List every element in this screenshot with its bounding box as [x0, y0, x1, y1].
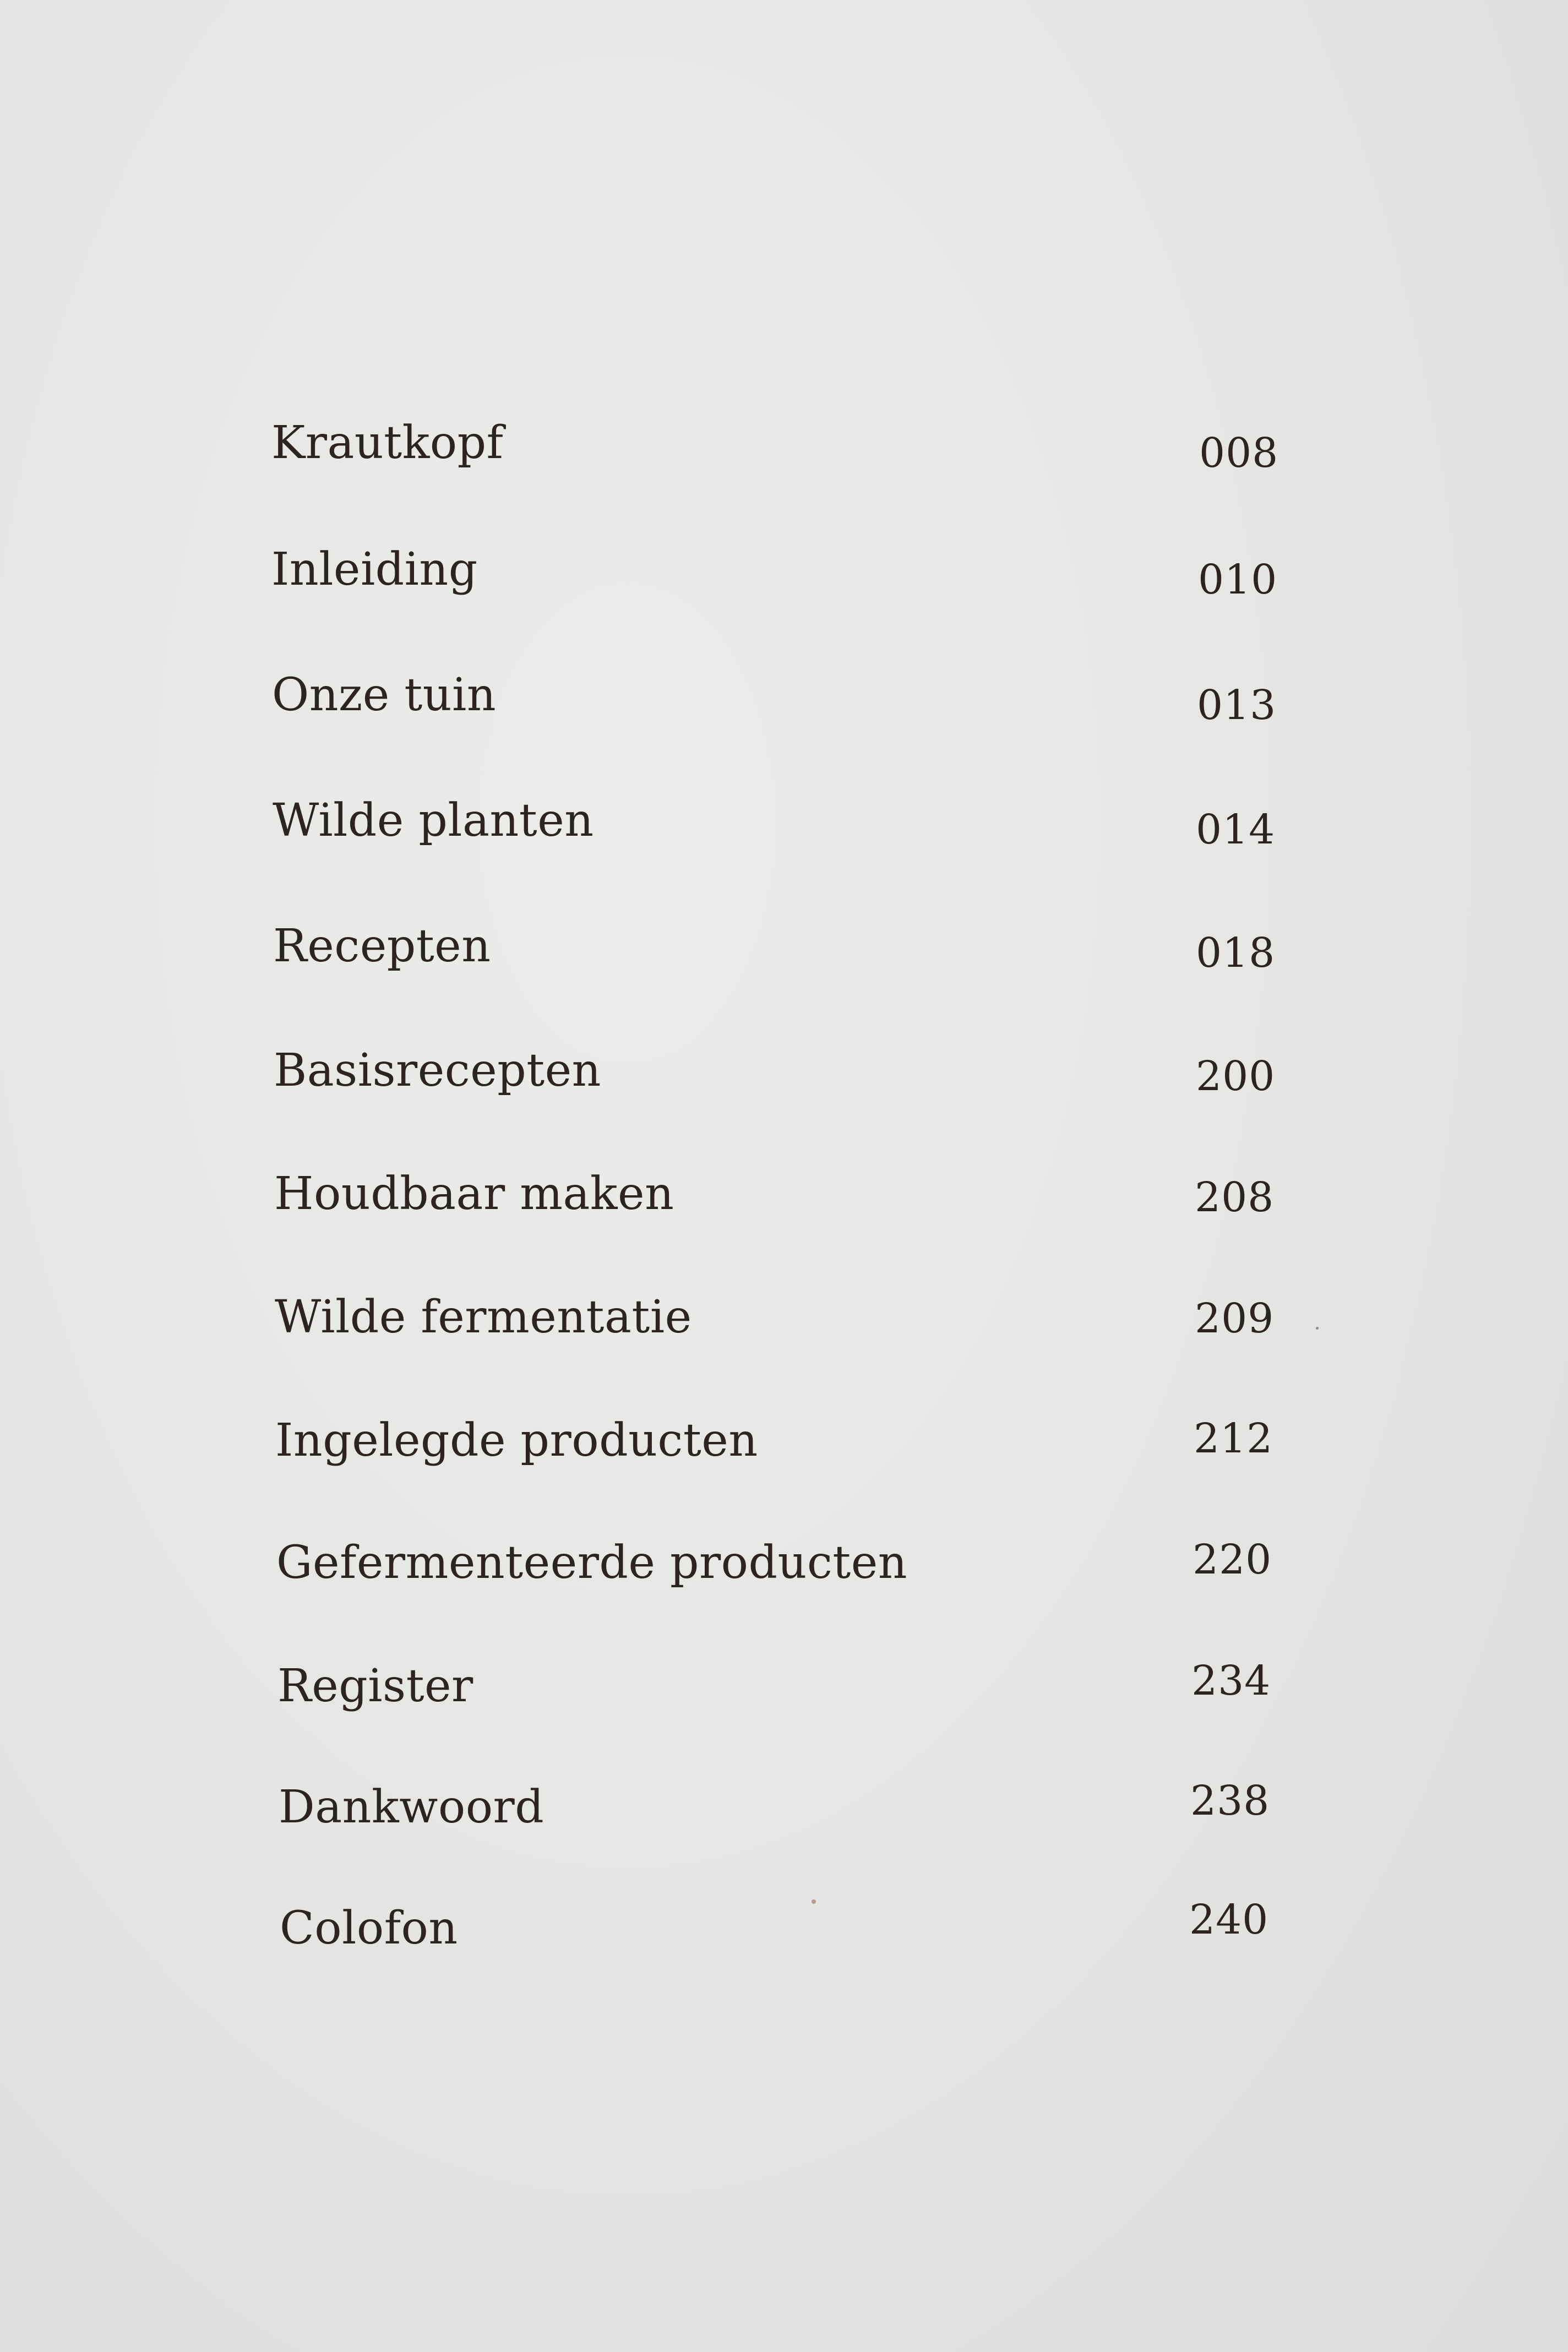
toc-entry-page: 212 [1194, 1415, 1273, 1462]
toc-entry-page: 240 [1189, 1896, 1269, 1943]
toc-entry [0, 1287, 1568, 1375]
toc-entry-page: 018 [1196, 929, 1276, 977]
toc-entry-page: 238 [1190, 1777, 1270, 1825]
toc-entry [0, 1411, 1568, 1499]
paper-speck [1316, 1327, 1319, 1330]
toc-entry [0, 916, 1568, 1004]
toc-entry [0, 1898, 1568, 1986]
toc-entry [0, 1777, 1568, 1865]
toc-entry-title: Krautkopf [271, 417, 504, 469]
toc-entry-page: 208 [1195, 1174, 1275, 1221]
toc-entry-page: 234 [1191, 1657, 1271, 1705]
toc-entry-title: Recepten [273, 920, 491, 972]
toc-entry [0, 1656, 1568, 1744]
toc-entry-page: 014 [1196, 806, 1276, 853]
toc-entry [0, 665, 1568, 753]
toc-entry-title: Register [277, 1660, 473, 1712]
toc-entry-title: Inleiding [271, 543, 478, 596]
toc-entry [0, 791, 1568, 879]
toc-entry-title: Wilde planten [273, 794, 594, 847]
toc-entry-title: Dankwoord [279, 1781, 545, 1833]
toc-entry-page: 013 [1197, 682, 1277, 729]
toc-entry [0, 1533, 1568, 1621]
toc-entry-title: Ingelegde producten [275, 1414, 758, 1467]
toc-entry-page: 209 [1195, 1295, 1275, 1342]
toc-entry-title: Wilde fermentatie [275, 1291, 692, 1343]
toc-entry-page: 010 [1198, 556, 1278, 603]
toc-entry [0, 1041, 1568, 1129]
toc-entry-page: 200 [1196, 1053, 1276, 1100]
toc-entry-title: Gefermenteerde producten [276, 1537, 908, 1589]
toc-entry-page: 220 [1193, 1536, 1272, 1583]
toc-entry [0, 413, 1568, 501]
toc-entry-title: Basisrecepten [274, 1044, 601, 1097]
toc-entry [0, 1164, 1568, 1252]
toc-entry-page: 008 [1199, 429, 1279, 477]
toc-entry-title: Colofon [280, 1902, 458, 1954]
paper-speck [812, 1899, 816, 1904]
toc-entry-title: Onze tuin [272, 669, 497, 721]
toc-entry [0, 540, 1568, 628]
toc-entry-title: Houdbaar maken [274, 1168, 674, 1220]
